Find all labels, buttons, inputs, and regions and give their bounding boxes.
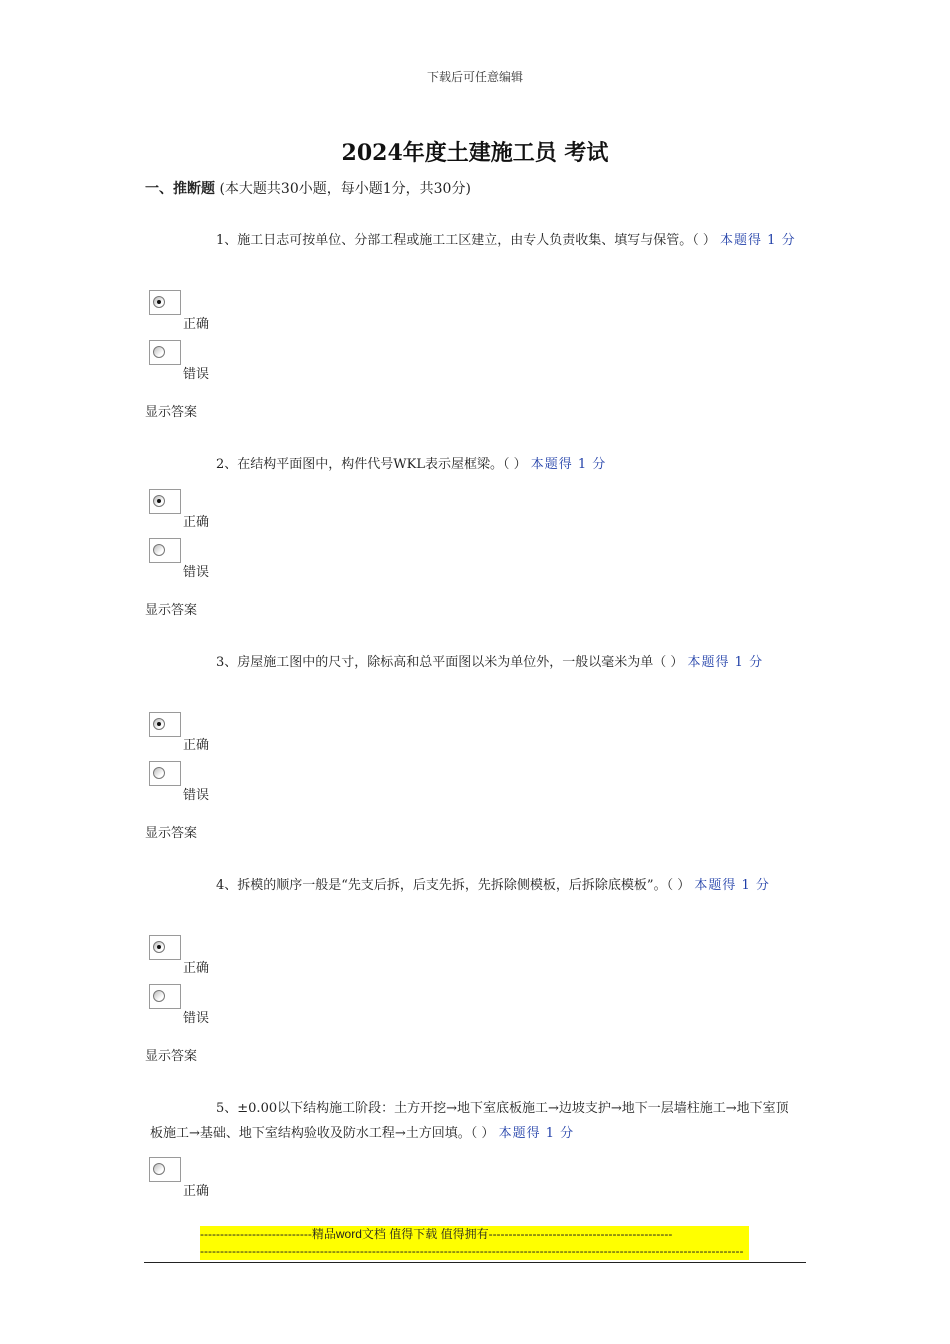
question-2 bbox=[150, 452, 800, 477]
radio-selected-icon bbox=[153, 718, 165, 730]
q3-true-radio[interactable] bbox=[149, 712, 181, 737]
question-1 bbox=[150, 228, 800, 253]
score-label: 本题得 1 分 bbox=[530, 457, 607, 472]
footer-line-2: ---------------------------------------------------------------------------------------------------------------------------------------- bbox=[200, 1244, 744, 1258]
q1-true-label: 正确 bbox=[183, 317, 210, 332]
footer-banner bbox=[200, 1226, 749, 1260]
q2-show-answer[interactable]: 显示答案 bbox=[145, 603, 198, 618]
radio-empty-icon bbox=[153, 346, 165, 358]
q2-true-radio[interactable] bbox=[149, 489, 181, 514]
q1-false-label: 错误 bbox=[183, 367, 210, 382]
q5-true-label: 正确 bbox=[183, 1184, 210, 1199]
score-label: 本题得 1 分 bbox=[720, 233, 796, 248]
question-text: 1、施工日志可按单位、分部工程或施工工区建立，由专人负责收集、填写与保管。（ ） bbox=[216, 233, 716, 248]
q3-false-radio[interactable] bbox=[149, 761, 181, 786]
score-label: 本题得 1 分 bbox=[498, 1126, 575, 1141]
radio-selected-icon bbox=[153, 495, 165, 507]
q4-show-answer[interactable]: 显示答案 bbox=[145, 1049, 198, 1064]
radio-empty-icon bbox=[153, 767, 165, 779]
radio-selected-icon bbox=[153, 296, 165, 308]
q4-false-radio[interactable] bbox=[149, 984, 181, 1009]
footer-divider bbox=[144, 1262, 806, 1263]
q4-true-label: 正确 bbox=[183, 961, 210, 976]
q3-show-answer[interactable]: 显示答案 bbox=[145, 826, 198, 841]
question-text: 2、在结构平面图中，构件代号WKL表示屋框梁。（ ） bbox=[216, 457, 527, 472]
section-heading bbox=[145, 178, 471, 198]
q2-false-label: 错误 bbox=[183, 565, 210, 580]
q1-show-answer[interactable]: 显示答案 bbox=[145, 405, 198, 420]
download-note: 下载后可任意编辑 bbox=[426, 70, 523, 84]
question-text: 5、±0.00以下结构施工阶段：土方开挖→地下室底板施工→边坡支护→地下一层墙柱施工→地下室顶板施工→基础、地下室结构验收及防水工程→土方回填。（ ） bbox=[150, 1101, 789, 1141]
question-text: 3、房屋施工图中的尺寸，除标高和总平面图以米为单位外，一般以毫米为单（ ） bbox=[216, 655, 684, 670]
q2-true-label: 正确 bbox=[183, 515, 210, 530]
radio-empty-icon bbox=[153, 544, 165, 556]
q2-false-radio[interactable] bbox=[149, 538, 181, 563]
section-title: 一、推断题 bbox=[145, 181, 215, 197]
q4-true-radio[interactable] bbox=[149, 935, 181, 960]
radio-selected-icon bbox=[153, 941, 165, 953]
score-label: 本题得 1 分 bbox=[694, 878, 770, 893]
question-5 bbox=[150, 1096, 800, 1146]
q1-true-radio[interactable] bbox=[149, 290, 181, 315]
question-3 bbox=[150, 650, 800, 675]
radio-empty-icon bbox=[153, 990, 165, 1002]
q4-false-label: 错误 bbox=[183, 1011, 210, 1026]
q3-true-label: 正确 bbox=[183, 738, 210, 753]
question-4 bbox=[150, 873, 800, 898]
q1-false-radio[interactable] bbox=[149, 340, 181, 365]
q3-false-label: 错误 bbox=[183, 788, 210, 803]
q5-true-radio[interactable] bbox=[149, 1157, 181, 1182]
radio-empty-icon bbox=[153, 1163, 165, 1175]
footer-line-1: ----------------------------精品word文档 值得下载 值得拥有---------------------------------------------- bbox=[200, 1227, 673, 1241]
question-text: 4、拆模的顺序一般是“先支后拆，后支先拆，先拆除侧模板，后拆除底模板”。（ ） bbox=[216, 878, 691, 893]
score-label: 本题得 1 分 bbox=[687, 655, 764, 670]
section-info: (本大题共30小题，每小题1分，共30分) bbox=[219, 181, 471, 197]
page-title: 2024年度土建施工员 考试 bbox=[341, 140, 609, 166]
